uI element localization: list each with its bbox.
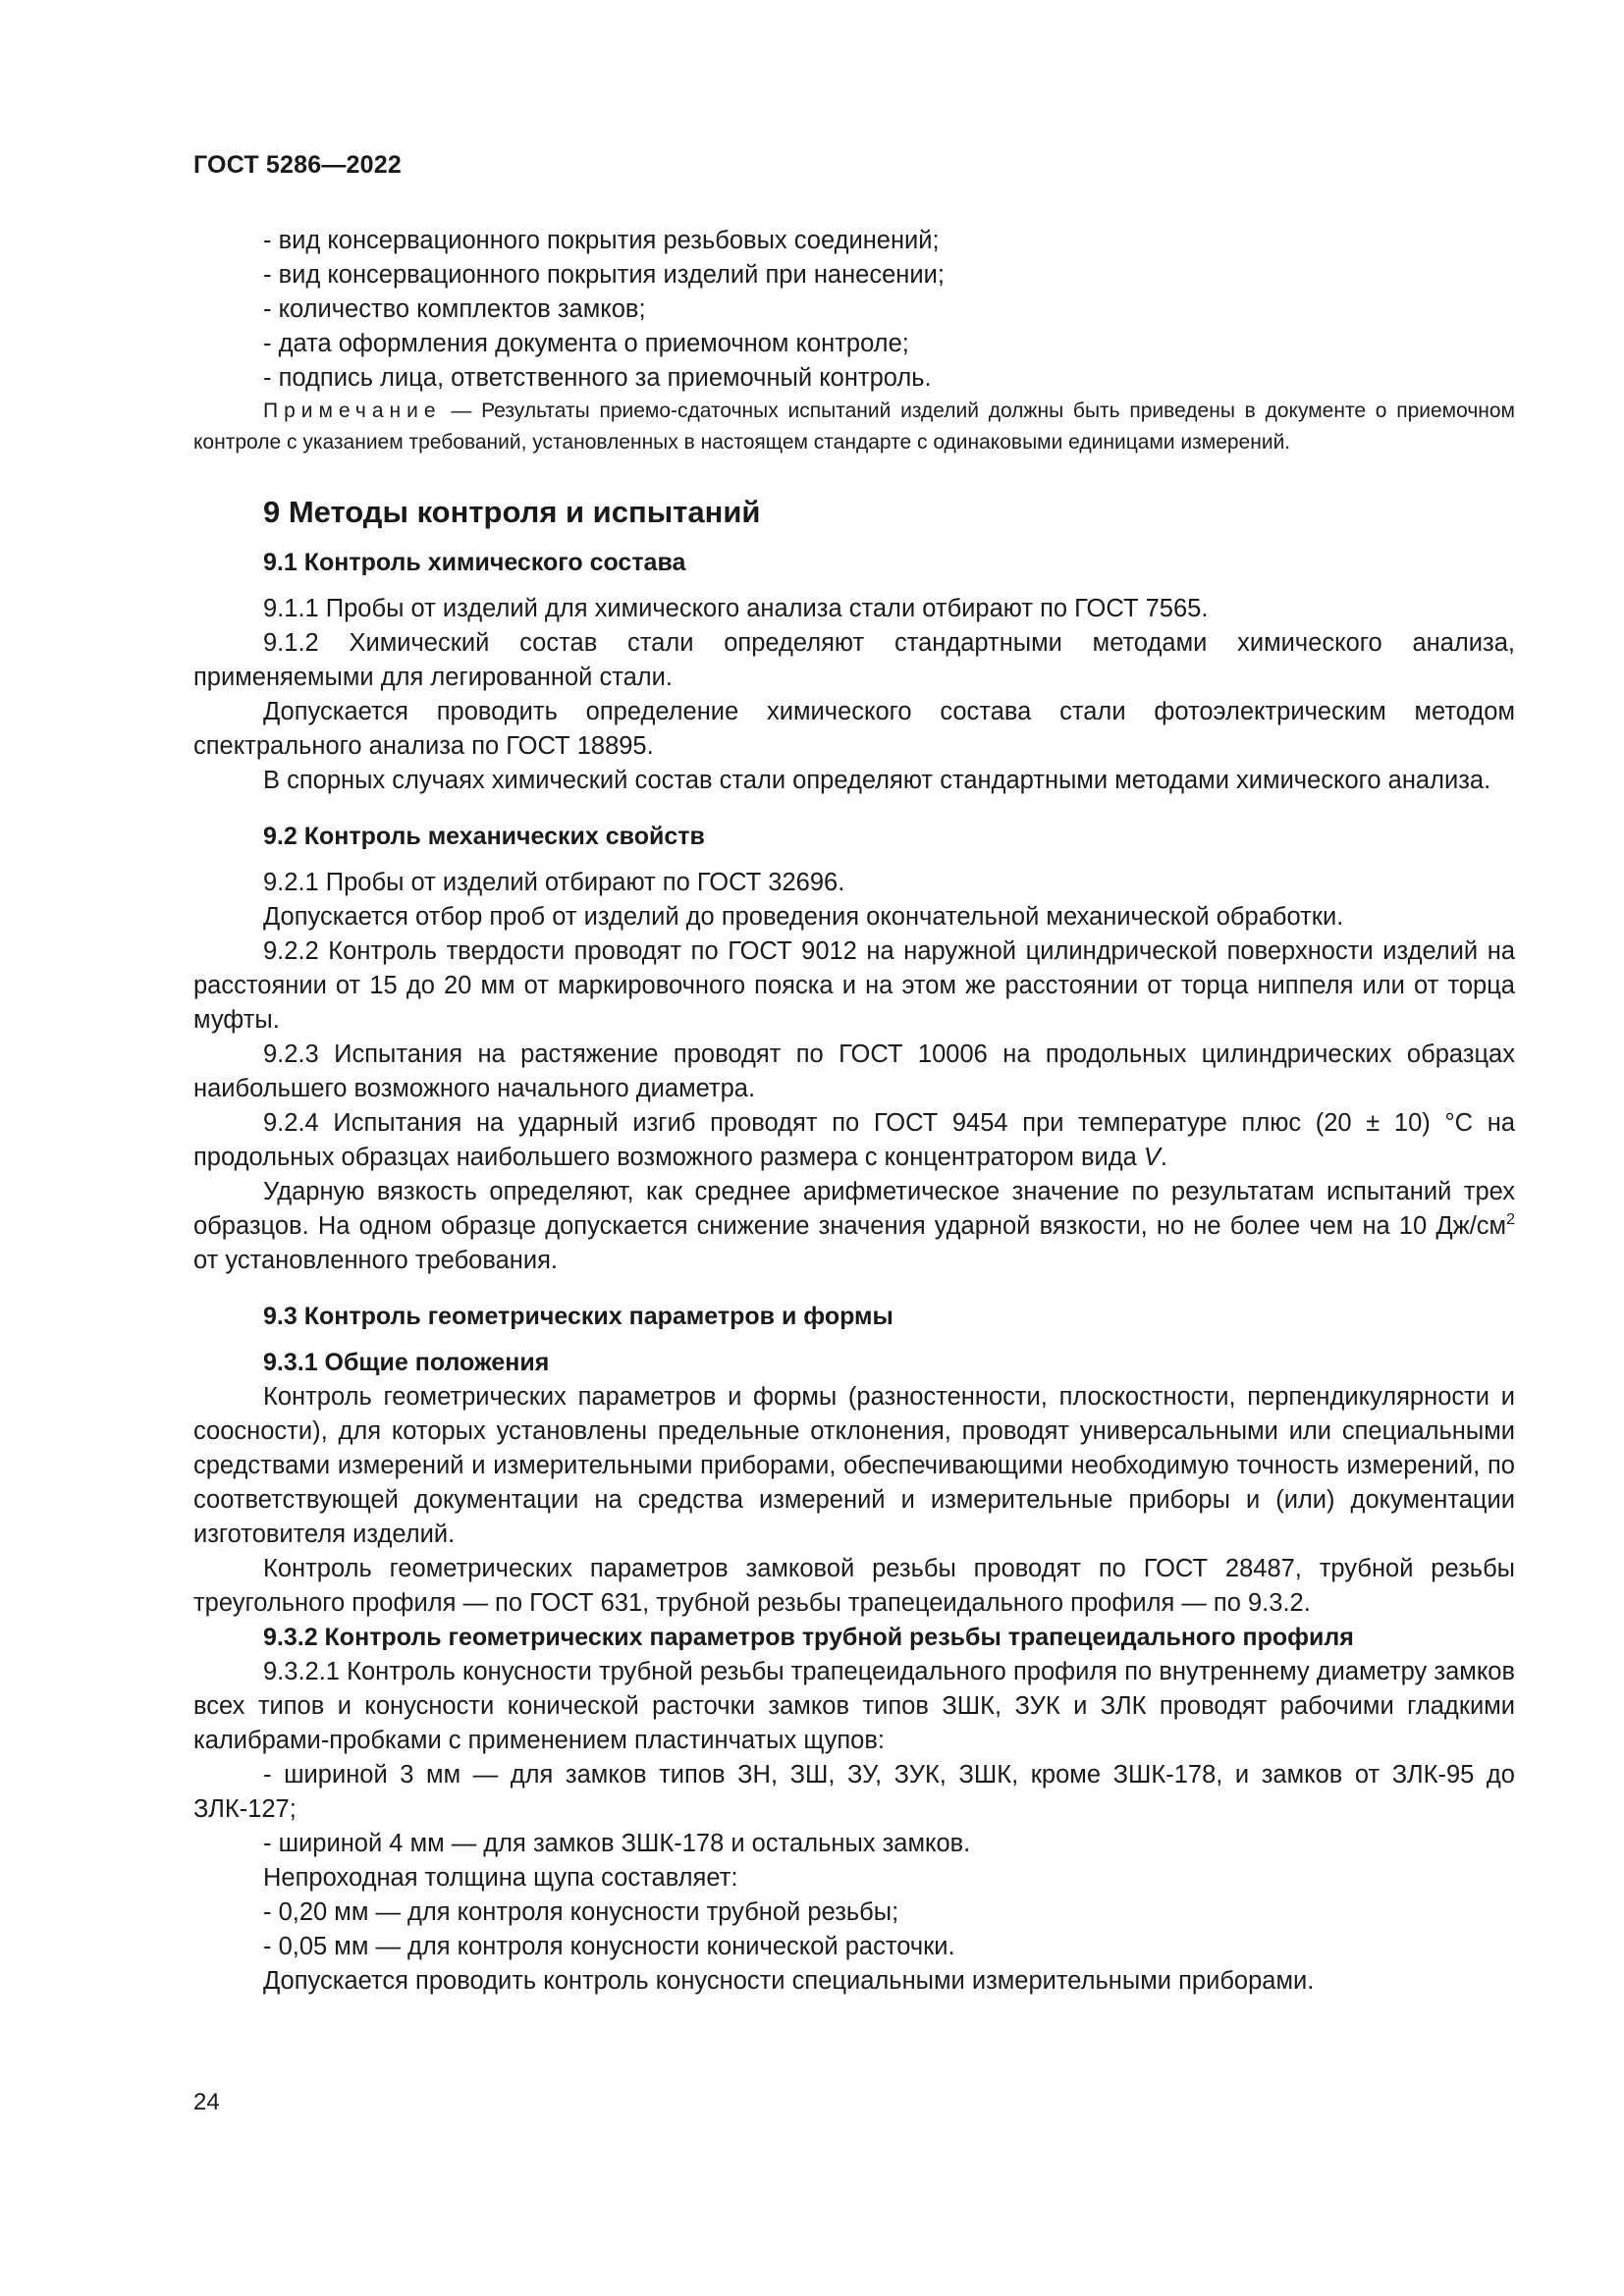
section-9-1-heading: 9.1 Контроль химического состава — [263, 549, 686, 576]
paragraph: Допускается проводить определение химического состава стали фотоэлектрическим методом спектрального анализа по ГОСТ 18895. — [193, 698, 1515, 760]
note-text: — Результаты приемо-сдаточных испытаний изделий должны быть приведены в документе о приемочном контроле с указанием требований, установленных в настоящем стандарте с одинаковыми единицами измерений. — [193, 400, 1515, 454]
list-item: - количество комплектов замков; — [263, 295, 646, 323]
page-number: 24 — [193, 2089, 220, 2115]
paragraph: 9.2.1 Пробы от изделий отбирают по ГОСТ 32696. — [263, 869, 845, 896]
section-9-2-heading: 9.2 Контроль механических свойств — [263, 823, 705, 850]
paragraph: 9.3.2.1 Контроль конусности трубной резьбы трапецеидального профиля по внутреннему диаметру замков всех типов и конусности конической расточки замков типов ЗШК, ЗУК и ЗЛК проводят рабочими гладкими калибрами-пробками с применением пластинчатых щупов: — [193, 1658, 1515, 1754]
list-item: - шириной 3 мм — для замков типов ЗН, ЗШ, ЗУ, ЗУК, ЗШК, кроме ЗШК-178, и замков от ЗЛК-95 до ЗЛК-127; — [193, 1761, 1515, 1823]
superscript: 2 — [1506, 1211, 1515, 1228]
paragraph: 9.2.2 Контроль твердости проводят по ГОСТ 9012 на наружной цилиндрической поверхности изделий на расстоянии от 15 до 20 мм от маркировочного пояска и на этом же расстоянии от торца ниппеля или от торца муфты. — [193, 937, 1515, 1034]
paragraph: 9.1.1 Пробы от изделий для химического анализа стали отбирают по ГОСТ 7565. — [263, 595, 1209, 622]
text-run: от установленного требования. — [193, 1247, 559, 1274]
paragraph: Контроль геометрических параметров замковой резьбы проводят по ГОСТ 28487, трубной резьбы треугольного профиля — по ГОСТ 631, трубной резьбы трапецеидального профиля — по 9.3.2. — [193, 1555, 1515, 1617]
note-paragraph — [193, 396, 1515, 458]
list-item: - 0,20 мм — для контроля конусности трубной резьбы; — [263, 1898, 899, 1926]
paragraph — [193, 1106, 1515, 1175]
list-item: - подпись лица, ответственного за приемочный контроль. — [263, 364, 932, 392]
list-item: - вид консервационного покрытия изделий при нанесении; — [263, 261, 945, 289]
section-9-3-2-heading: 9.3.2 Контроль геометрических параметров трубной резьбы трапецеидального профиля — [263, 1624, 1354, 1651]
section-9-3-1-heading: 9.3.1 Общие положения — [263, 1349, 550, 1376]
text-run: 9.2.4 Испытания на ударный изгиб проводят по ГОСТ 9454 при температуре плюс (20 ± 10) °С на продольных образцах наибольшего возможного размера с концентратором вида — [193, 1109, 1515, 1171]
list-item: - вид консервационного покрытия резьбовых соединений; — [263, 227, 940, 254]
paragraph — [193, 1175, 1515, 1278]
paragraph: Непроходная толщина щупа составляет: — [263, 1864, 738, 1892]
notch-type: V — [1143, 1144, 1161, 1171]
paragraph: 9.1.2 Химический состав стали определяют стандартными методами химического анализа, применяемыми для легированной стали. — [193, 629, 1515, 691]
paragraph: Допускается проводить контроль конусности специальными измерительными приборами. — [263, 1967, 1315, 1995]
paragraph: Контроль геометрических параметров и формы (разностенности, плоскостности, перпендикулярности и соосности), для которых установлены предельные отклонения, проводят универсальными или специальными средствами измерений и измерительными приборами, обеспечивающими необходимую точность измерений, по соответствующей документации на средства измерений и измерительные приборы и (или) документации изготовителя изделий. — [193, 1383, 1515, 1548]
paragraph: Допускается отбор проб от изделий до проведения окончательной механической обработки. — [263, 903, 1344, 931]
section-9-heading: 9 Методы контроля и испытаний — [263, 495, 761, 529]
note-label: Примечание — [263, 400, 442, 422]
text-run: Ударную вязкость определяют, как среднее арифметическое значение по результатам испытаний трех образцов. На одном образце допускается снижение значения ударной вязкости, но не более чем на 10 Дж/см — [193, 1178, 1515, 1240]
list-item: - шириной 4 мм — для замков ЗШК-178 и остальных замков. — [263, 1830, 971, 1857]
section-9-3-heading: 9.3 Контроль геометрических параметров и формы — [263, 1303, 893, 1330]
page-content — [193, 224, 1515, 1999]
list-item: - 0,05 мм — для контроля конусности конической расточки. — [263, 1933, 955, 1960]
standard-header: ГОСТ 5286—2022 — [193, 151, 402, 179]
paragraph: 9.2.3 Испытания на растяжение проводят по ГОСТ 10006 на продольных цилиндрических образцах наибольшего возможного начального диаметра. — [193, 1041, 1515, 1102]
list-item: - дата оформления документа о приемочном контроле; — [263, 330, 909, 357]
text-run: . — [1160, 1144, 1167, 1171]
paragraph: В спорных случаях химический состав стали определяют стандартными методами химического анализа. — [263, 767, 1491, 794]
